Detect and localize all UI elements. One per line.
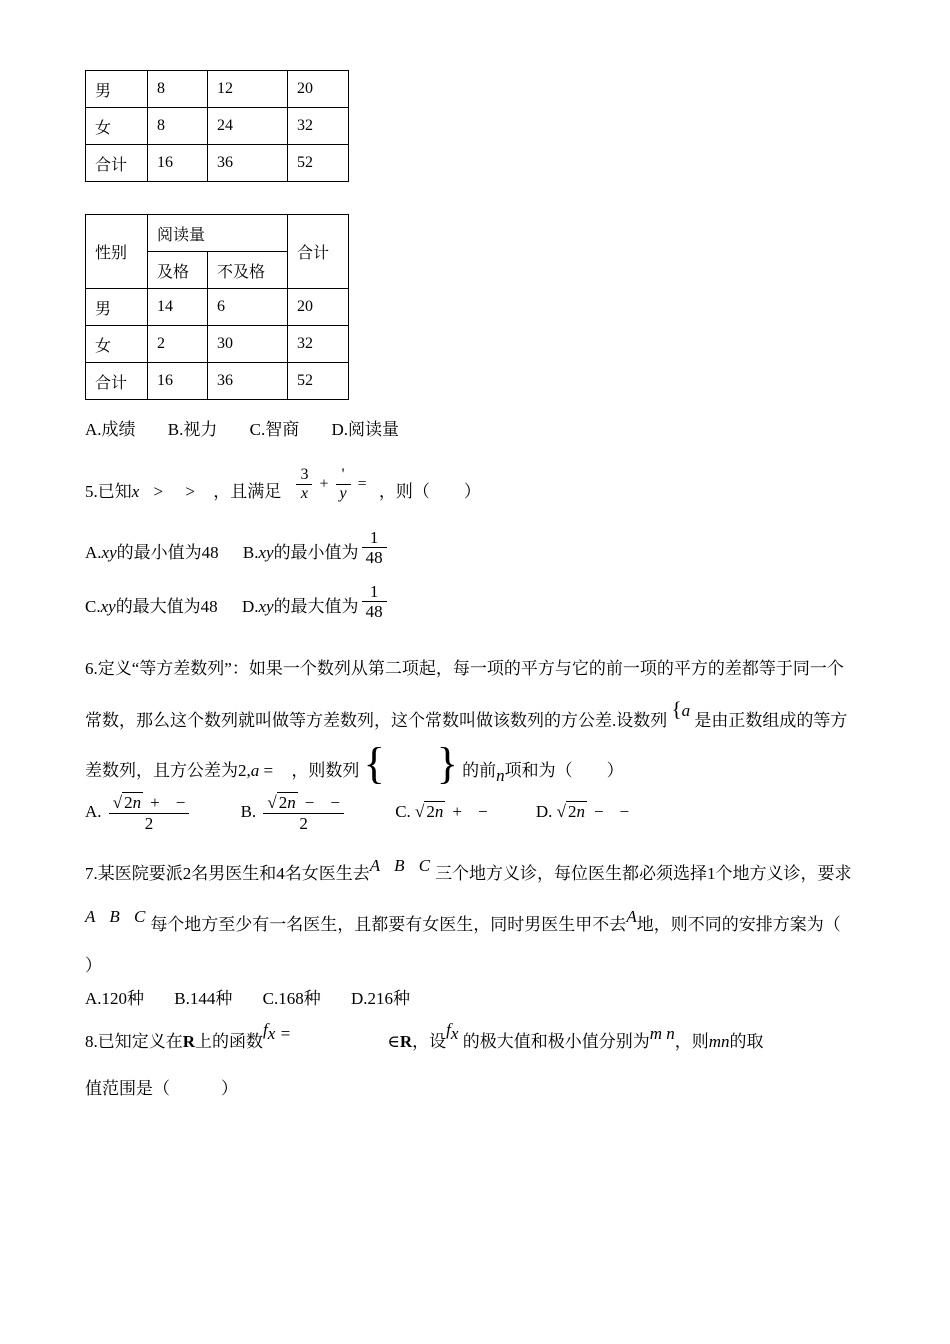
- table-cell: 2: [148, 326, 208, 363]
- option-label: D.: [535, 801, 553, 821]
- q6-text: 6.定义“等方差数列”：如果一个数列从第二项起，每一项的平方与它的前一项的平方的差都等于同一个: [85, 658, 844, 678]
- sqrt-icon: √: [112, 792, 123, 812]
- table-row: [86, 71, 349, 108]
- radicand-number: 2: [426, 801, 435, 821]
- var-x: x: [450, 1024, 459, 1044]
- fraction-numerator: 1: [362, 582, 387, 603]
- radicand-variable: n: [132, 792, 142, 812]
- q5-option-a: [85, 543, 223, 562]
- table-cell: 6: [208, 289, 288, 326]
- q4-options: [85, 415, 872, 440]
- table-header-cell: 性别: [86, 215, 148, 289]
- q7-text: 每个地方至少有一名医生，且都要有女医生，同时男医生甲不去: [150, 915, 627, 935]
- table-cell: 30: [208, 326, 288, 363]
- equals-sign: =: [263, 760, 274, 780]
- table-cell: 12: [208, 71, 288, 108]
- option-label: C.: [395, 801, 411, 821]
- radical-expression: [415, 802, 488, 821]
- q8-line2: [85, 1074, 872, 1099]
- fraction-numerator: [263, 793, 344, 814]
- radical-expression: [557, 802, 630, 821]
- fraction: [263, 793, 344, 833]
- fraction-numerator: [109, 793, 190, 814]
- var-a: a: [681, 700, 691, 720]
- option-label: C.: [85, 596, 101, 616]
- table-row: [86, 108, 349, 145]
- table-cell: 52: [288, 145, 349, 182]
- radicand: [424, 801, 445, 821]
- operator: −: [619, 801, 630, 821]
- q8-text: ，则: [674, 1032, 709, 1052]
- var-xy: xy: [100, 596, 116, 616]
- q6-text: 项和为（ ）: [504, 760, 624, 780]
- q7-text: 地，则不同的安排方案为（: [636, 915, 841, 935]
- table-cell: 36: [208, 363, 288, 400]
- table-header-cell: 及格: [148, 252, 208, 289]
- option-label: A.: [85, 801, 102, 821]
- fraction-denominator: 48: [365, 602, 383, 622]
- table-cell: 女: [86, 326, 148, 363]
- fraction: [296, 466, 312, 504]
- table-cell: 8: [148, 108, 208, 145]
- fraction-denominator: 2: [144, 813, 154, 833]
- value: 2,: [238, 760, 251, 780]
- var-x: x: [131, 481, 140, 501]
- q7-option-c: C.168种: [262, 989, 321, 1009]
- equals-sign: =: [357, 475, 367, 493]
- q8-text: 8.已知定义在: [85, 1032, 183, 1052]
- table-cell: 20: [288, 71, 349, 108]
- table-cell: 8: [148, 71, 208, 108]
- var-xy: xy: [258, 596, 274, 616]
- table-cell: 14: [148, 289, 208, 326]
- q7-text: ）: [85, 956, 102, 976]
- table-cell: 男: [86, 71, 148, 108]
- q8-text: 上的函数: [195, 1032, 264, 1052]
- table-row: [86, 215, 349, 252]
- var-abc: A B C: [369, 856, 436, 876]
- q7-text: 7.某医院要派2名男医生和4名女医生去: [85, 864, 370, 884]
- fraction-denominator: 2: [299, 813, 308, 833]
- q8-text: 的极大值和极小值分别为: [462, 1032, 650, 1052]
- option-label: D.: [241, 596, 259, 616]
- option-label: A.: [85, 542, 102, 562]
- var-a: a: [250, 760, 260, 780]
- q7-line2: [85, 907, 872, 935]
- var-mn-product: mn: [708, 1032, 730, 1052]
- var-mn: m n: [649, 1024, 675, 1044]
- radicand-variable: n: [434, 801, 444, 821]
- var-f: f: [263, 1020, 268, 1040]
- table-row: [86, 145, 349, 182]
- q6-option-a: [85, 792, 197, 833]
- reading-contingency-table: [85, 214, 349, 400]
- option-text: 的最小值为48: [116, 542, 219, 562]
- table-header-cell: 阅读量: [148, 215, 288, 252]
- q7-line1: [85, 856, 872, 884]
- fraction-denominator: x: [300, 485, 309, 503]
- q5-lead: 5.已知: [85, 481, 132, 501]
- table-row: [86, 326, 349, 363]
- q6-text: ，则数列: [291, 760, 360, 780]
- sequence-symbol: [671, 696, 691, 721]
- q6-options: [85, 789, 872, 833]
- fraction: [336, 466, 351, 504]
- option-label: B.: [240, 801, 257, 821]
- q6-line2: [85, 696, 872, 732]
- q8-text: ，设: [412, 1032, 447, 1052]
- q4-option-d: D.阅读量: [331, 420, 399, 439]
- table-cell: 32: [288, 108, 349, 145]
- fraction: [362, 582, 387, 622]
- var-xy: xy: [258, 542, 274, 562]
- q6-text: 是由正数组成的等方: [694, 710, 848, 730]
- q7-options: [85, 984, 872, 1009]
- q5-tail: ，则（ ）: [378, 481, 481, 501]
- option-text: 的最大值为48: [115, 596, 218, 616]
- var-abc: A B C: [85, 907, 151, 927]
- q6-text: 常数，那么这个数列就叫做等方差数列，这个常数叫做该数列的方公差.设数列: [85, 710, 668, 730]
- q5-option-b: [242, 527, 390, 568]
- option-text: 的最大值为: [273, 596, 359, 616]
- fraction-numerator: ': [336, 466, 351, 485]
- table-row: [86, 289, 349, 326]
- q6-line3: [85, 739, 872, 789]
- option-text: 的最小值为: [273, 542, 359, 562]
- q7-option-a: A.120种: [85, 989, 145, 1009]
- table-row: [86, 363, 349, 400]
- table-cell: 男: [86, 289, 148, 326]
- fraction-denominator: y: [339, 485, 347, 503]
- q8-text: 值范围是（ ）: [85, 1079, 238, 1099]
- plus-sign: +: [319, 475, 329, 493]
- q6-option-d: [536, 802, 629, 821]
- operator: +: [150, 792, 160, 812]
- operator: −: [593, 801, 604, 821]
- element-of-sign: ∈: [387, 1032, 400, 1052]
- q8-text: 的取: [729, 1032, 764, 1052]
- fraction-numerator: 1: [362, 528, 387, 549]
- radicand-number: 2: [278, 792, 288, 812]
- q6-text: 差数列，且方公差为: [85, 760, 238, 780]
- var-xy: xy: [101, 542, 117, 562]
- radicand-number: 2: [567, 801, 577, 821]
- gt-sign: >: [185, 481, 195, 501]
- table-cell: 32: [288, 326, 349, 363]
- q8-line1: [85, 1020, 872, 1052]
- set-r: R: [182, 1032, 196, 1052]
- operator: −: [175, 792, 186, 812]
- table-cell: 16: [148, 363, 208, 400]
- sqrt-icon: √: [556, 801, 566, 821]
- operator: −: [477, 801, 488, 821]
- table-header-cell: 不及格: [208, 252, 288, 289]
- var-x: x: [267, 1024, 276, 1044]
- radicand: [566, 801, 587, 821]
- radicand: [277, 792, 298, 812]
- fraction-numerator: 3: [296, 466, 312, 485]
- table-header-cell: 合计: [288, 215, 349, 289]
- q7-text: 三个地方义诊，每位医生都必须选择1个地方义诊，要求: [435, 864, 852, 884]
- q7-option-b: B.144种: [174, 989, 233, 1009]
- fraction: [362, 528, 387, 568]
- q5-option-d: [241, 581, 390, 622]
- table-cell: 合计: [86, 363, 148, 400]
- q6-line1: [85, 654, 872, 679]
- table-cell: 女: [86, 108, 148, 145]
- q5-equation: [293, 466, 366, 504]
- radicand-number: 2: [124, 792, 133, 812]
- operator: −: [304, 792, 315, 812]
- q5-options-ab: [85, 527, 872, 574]
- q5-option-c: [85, 597, 222, 616]
- sqrt-icon: √: [267, 792, 277, 812]
- var-f: f: [446, 1020, 451, 1040]
- radicand: [122, 792, 143, 812]
- operator: −: [330, 792, 340, 812]
- q5-options-cd: [85, 581, 872, 628]
- table-cell: 52: [288, 363, 349, 400]
- q5-cond: ，且满足: [213, 481, 282, 501]
- q4-option-b: B.视力: [167, 420, 218, 439]
- option-label: B.: [242, 542, 259, 562]
- q5-stem: [85, 464, 872, 512]
- equals-sign: =: [279, 1024, 292, 1044]
- q4-option-a: A.成绩: [85, 420, 136, 439]
- q4-option-c: C.智商: [249, 420, 300, 439]
- table-cell: 24: [208, 108, 288, 145]
- table-cell: 16: [148, 145, 208, 182]
- q6-option-c: [395, 802, 492, 821]
- brace-open: {: [363, 739, 385, 789]
- table-cell: 合计: [86, 145, 148, 182]
- brace-open: {: [671, 696, 682, 721]
- radicand-variable: n: [287, 792, 296, 812]
- table-cell: 20: [288, 289, 349, 326]
- sqrt-icon: √: [415, 801, 425, 821]
- gt-sign: >: [153, 481, 164, 501]
- q6-option-b: [240, 792, 352, 833]
- brace-close: }: [436, 739, 458, 789]
- var-a-place: A: [626, 907, 637, 927]
- score-contingency-table: [85, 70, 349, 182]
- q7-line3: [85, 951, 872, 976]
- var-n: n: [496, 765, 505, 785]
- set-r: R: [399, 1032, 413, 1052]
- table-cell: 36: [208, 145, 288, 182]
- fraction: [109, 793, 190, 833]
- radicand-variable: n: [576, 801, 585, 821]
- q6-text: 的前: [462, 760, 497, 780]
- fraction-denominator: 48: [365, 548, 383, 568]
- operator: +: [452, 801, 462, 821]
- q7-option-d: D.216种: [350, 989, 410, 1009]
